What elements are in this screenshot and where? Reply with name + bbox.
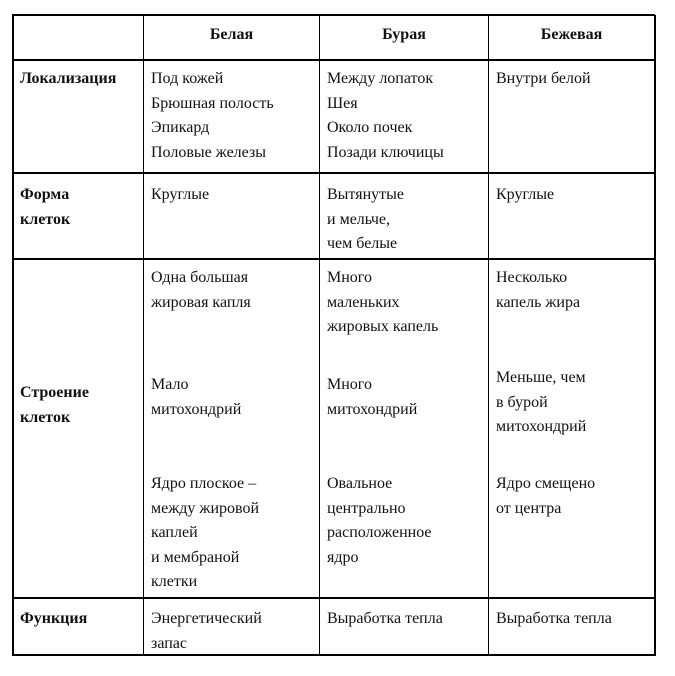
cell-white-mitochondria: Мало митохондрий: [151, 376, 242, 418]
cell-beige-nucleus: Ядро смещено от центра: [496, 475, 596, 517]
cell-white-nucleus: Ядро плоское – между жировой каплей и мембраной клетки: [151, 475, 260, 591]
col-divider: [488, 15, 489, 656]
row-divider: [12, 172, 655, 174]
cell-brown-localization: Между лопаток Шея Около почек Позади ключицы: [327, 70, 444, 161]
row-label-cell-structure: Строение клеток: [20, 384, 89, 426]
col-divider: [143, 15, 144, 656]
cell-brown-nucleus: Овальное центрально расположенное ядро: [327, 475, 432, 566]
row-divider: [12, 59, 655, 61]
table-border-bottom: [12, 654, 655, 656]
table-border-left: [12, 15, 14, 656]
cell-brown-mitochondria: Много митохондрий: [327, 376, 418, 418]
cell-beige-function: Выработка тепла: [496, 610, 612, 627]
header-beige: Бежевая: [540, 26, 603, 43]
table-border-right: [654, 15, 656, 656]
cell-white-shape: Круглые: [151, 186, 210, 203]
cell-white-function: Энергетический запас: [151, 610, 262, 652]
cell-beige-droplets: Несколько капель жира: [496, 269, 581, 311]
row-divider: [12, 258, 655, 260]
header-white: Белая: [209, 26, 254, 43]
cell-beige-shape: Круглые: [496, 186, 555, 203]
cell-white-localization: Под кожей Брюшная полость Эпикард Половые железы: [151, 70, 274, 161]
col-divider: [319, 15, 320, 656]
row-label-localization: Локализация: [20, 70, 117, 87]
cell-brown-shape: Вытянутые и мельче, чем белые: [327, 186, 404, 253]
header-brown: Бурая: [382, 26, 426, 43]
cell-brown-droplets: Много маленьких жировых капель: [327, 269, 439, 336]
cell-beige-localization: Внутри белой: [496, 70, 591, 87]
cell-beige-mitochondria: Меньше, чем в бурой митохондрий: [496, 369, 587, 436]
row-label-cell-shape: Форма клеток: [20, 186, 71, 228]
row-label-function: Функция: [20, 610, 88, 627]
cell-white-droplets: Одна большая жировая капля: [151, 269, 251, 311]
cell-brown-function: Выработка тепла: [327, 610, 443, 627]
table-border-top: [12, 14, 655, 16]
row-divider: [12, 597, 655, 599]
